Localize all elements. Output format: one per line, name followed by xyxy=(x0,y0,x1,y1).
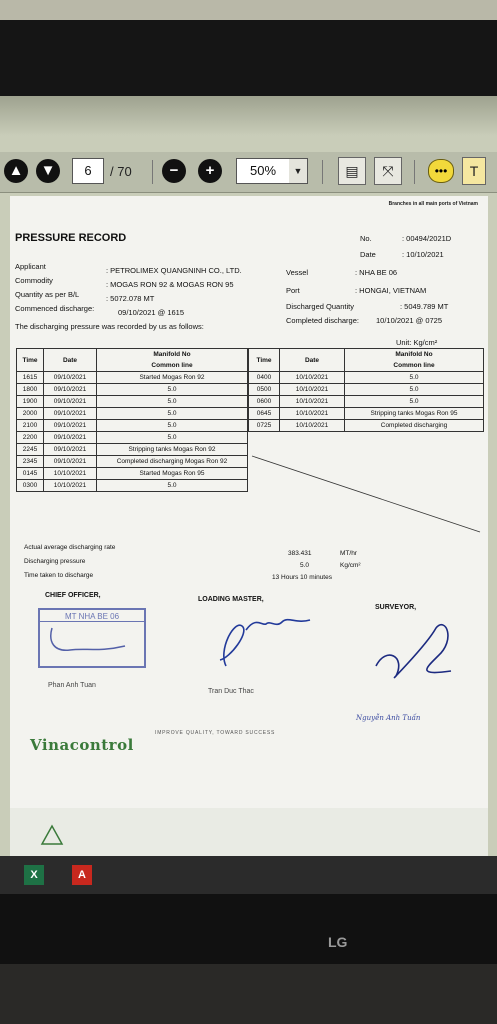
quantity-label: Quantity as per B/L xyxy=(15,290,80,299)
pdf-toolbar xyxy=(0,152,497,193)
background-wall xyxy=(0,0,497,20)
cell-val: 5.0 xyxy=(345,396,484,408)
cell-val: 5.0 xyxy=(97,480,248,492)
cell-time: 1900 xyxy=(17,396,44,408)
cell-time: 0145 xyxy=(17,468,44,480)
col-manifold-header: Manifold No xyxy=(97,349,248,361)
table-row xyxy=(17,396,248,408)
arrow-up-icon: ▲ xyxy=(4,159,28,183)
surveyor-signature xyxy=(366,616,466,686)
fit-page-icon: ▤ xyxy=(338,157,366,185)
table-row xyxy=(17,444,248,456)
cell-time: 0600 xyxy=(249,396,280,408)
cell-date: 09/10/2021 xyxy=(44,372,97,384)
cell-date: 10/10/2021 xyxy=(280,384,345,396)
table-row xyxy=(249,396,484,408)
comment-icon: ••• xyxy=(428,159,454,183)
monitor-screen xyxy=(0,96,497,856)
cell-time: 0500 xyxy=(249,384,280,396)
strike-line xyxy=(252,456,480,532)
page-total-label: / 70 xyxy=(110,163,132,179)
cell-time: 0645 xyxy=(249,408,280,420)
monitor-brand-logo: LG xyxy=(328,934,348,950)
no-label: No. xyxy=(360,234,372,243)
col-common-header: Common line xyxy=(345,360,484,372)
surveyor-label: SURVEYOR, xyxy=(375,604,417,611)
table-row xyxy=(17,408,248,420)
pressure-unit: Kg/cm² xyxy=(340,562,361,569)
cell-date: 09/10/2021 xyxy=(44,456,97,468)
cell-date: 09/10/2021 xyxy=(44,396,97,408)
table-row xyxy=(17,420,248,432)
port-value: : HONGAI, VIETNAM xyxy=(355,286,427,295)
col-common-header: Common line xyxy=(97,360,248,372)
cell-time: 2000 xyxy=(17,408,44,420)
table-row xyxy=(17,384,248,396)
arrow-down-icon: ▼ xyxy=(36,159,60,183)
discharged-label: Discharged Quantity xyxy=(286,302,354,311)
cell-val: Started Mogas Ron 95 xyxy=(97,468,248,480)
loading-master-signature xyxy=(206,610,316,670)
blank-area-strike xyxy=(248,454,484,534)
cell-date: 10/10/2021 xyxy=(280,396,345,408)
page-footer xyxy=(10,808,488,856)
vinacontrol-logo-icon xyxy=(40,824,64,846)
vinacontrol-brand: Vinacontrol xyxy=(30,736,134,754)
time-taken-value: 13 Hours 10 minutes xyxy=(272,574,332,581)
avg-rate-value: 383.431 xyxy=(288,550,312,557)
cell-val: Stripping tanks Mogas Ron 92 xyxy=(97,444,248,456)
branches-note: Branches in all main ports of Vietnam xyxy=(388,201,478,207)
cell-time: 2200 xyxy=(17,432,44,444)
no-value: : 00494/2021D xyxy=(402,234,452,243)
pdf-taskbar-icon[interactable]: A xyxy=(72,865,92,885)
fit-width-button[interactable] xyxy=(374,158,402,184)
excel-taskbar-icon[interactable]: X xyxy=(24,865,44,885)
document-title: PRESSURE RECORD xyxy=(15,232,127,244)
stamp-text: MT NHA BE 06 xyxy=(40,612,144,622)
cell-date: 09/10/2021 xyxy=(44,408,97,420)
loading-master-label: LOADING MASTER, xyxy=(198,596,264,603)
commodity-label: Commodity xyxy=(15,276,53,285)
table-row xyxy=(249,384,484,396)
fit-page-button[interactable] xyxy=(338,158,366,184)
zoom-out-button[interactable] xyxy=(162,158,186,184)
toolbar-separator xyxy=(152,160,153,184)
avg-rate-unit: MT/hr xyxy=(340,550,357,557)
applicant-value: : PETROLIMEX QUANGNINH CO., LTD. xyxy=(106,266,242,275)
typewriter-button[interactable] xyxy=(462,158,486,184)
date-label: Date xyxy=(360,250,376,259)
cell-val: Completed discharging Mogas Ron 92 xyxy=(97,456,248,468)
surveyor-name: Nguyễn Anh Tuấn xyxy=(356,714,421,722)
chief-officer-name: Phan Anh Tuan xyxy=(48,682,96,689)
table-row xyxy=(249,408,484,420)
toolbar-separator xyxy=(414,160,415,184)
cell-date: 09/10/2021 xyxy=(44,444,97,456)
zoom-dropdown-button[interactable] xyxy=(289,158,308,184)
monitor-bezel-top xyxy=(0,20,497,100)
vessel-stamp xyxy=(38,608,146,668)
plus-icon: + xyxy=(198,159,222,183)
pressure-table-left xyxy=(16,348,248,492)
table-row xyxy=(17,372,248,384)
chevron-down-icon: ▼ xyxy=(289,158,308,184)
table-row xyxy=(17,480,248,492)
vessel-value: : NHA BE 06 xyxy=(355,268,398,277)
typewriter-icon: T xyxy=(462,157,486,185)
windows-taskbar xyxy=(0,856,497,894)
cell-date: 10/10/2021 xyxy=(44,468,97,480)
desk-surface xyxy=(0,964,497,1024)
pressure-value: 5.0 xyxy=(300,562,310,569)
table-row xyxy=(17,456,248,468)
cell-date: 09/10/2021 xyxy=(44,432,97,444)
cell-date: 10/10/2021 xyxy=(44,480,97,492)
vessel-label: Vessel xyxy=(286,268,309,277)
cell-val: Completed discharging xyxy=(345,420,484,432)
comment-button[interactable] xyxy=(428,158,454,184)
date-value: : 10/10/2021 xyxy=(402,250,444,259)
table-row xyxy=(249,420,484,432)
fit-width-icon: ⤧ xyxy=(374,157,402,185)
previous-page-button[interactable] xyxy=(4,158,28,184)
minus-icon: − xyxy=(162,159,186,183)
pressure-label: Discharging pressure xyxy=(24,558,86,565)
table-row xyxy=(17,432,248,444)
discharged-value: : 5049.789 MT xyxy=(400,302,449,311)
cell-time: 0400 xyxy=(249,372,280,384)
loading-master-name: Tran Duc Thac xyxy=(208,688,254,695)
cell-val: 5.0 xyxy=(97,420,248,432)
col-manifold-header: Manifold No xyxy=(345,349,484,361)
port-label: Port xyxy=(286,286,300,295)
monitor-bezel-bottom xyxy=(0,894,497,964)
chief-officer-label: CHIEF OFFICER, xyxy=(45,592,101,599)
slogan: IMPROVE QUALITY, TOWARD SUCCESS xyxy=(155,730,276,736)
cell-time: 2245 xyxy=(17,444,44,456)
unit-label: Unit: Kg/cm² xyxy=(396,338,438,347)
quantity-value: : 5072.078 MT xyxy=(106,294,155,303)
cell-time: 2100 xyxy=(17,420,44,432)
cell-date: 09/10/2021 xyxy=(44,384,97,396)
applicant-label: Applicant xyxy=(15,262,46,271)
cell-date: 10/10/2021 xyxy=(280,420,345,432)
cell-val: Started Mogas Ron 92 xyxy=(97,372,248,384)
col-date-header: Date xyxy=(280,349,345,372)
table-row xyxy=(17,468,248,480)
avg-rate-label: Actual average discharging rate xyxy=(24,544,116,551)
commodity-value: : MOGAS RON 92 & MOGAS RON 95 xyxy=(106,280,234,289)
completed-value: 10/10/2021 @ 0725 xyxy=(376,316,443,325)
commenced-value: 09/10/2021 @ 1615 xyxy=(118,308,185,317)
cell-time: 1800 xyxy=(17,384,44,396)
col-date-header: Date xyxy=(44,349,97,372)
time-taken-label: Time taken to discharge xyxy=(24,572,94,579)
cell-val: 5.0 xyxy=(345,384,484,396)
table-row xyxy=(249,372,484,384)
screen-glare xyxy=(0,96,497,136)
zoom-level-input[interactable]: 50% xyxy=(236,158,290,184)
cell-date: 09/10/2021 xyxy=(44,420,97,432)
zoom-in-button[interactable] xyxy=(198,158,222,184)
next-page-button[interactable] xyxy=(36,158,60,184)
cell-val: 5.0 xyxy=(345,372,484,384)
cell-val: 5.0 xyxy=(97,408,248,420)
toolbar-separator xyxy=(322,160,323,184)
page-number-input[interactable]: 6 xyxy=(72,158,104,184)
cell-val: 5.0 xyxy=(97,396,248,408)
commenced-label: Commenced discharge: xyxy=(15,304,95,313)
cell-date: 10/10/2021 xyxy=(280,408,345,420)
cell-time: 0300 xyxy=(17,480,44,492)
cell-date: 10/10/2021 xyxy=(280,372,345,384)
chief-signature xyxy=(40,622,140,660)
cell-val: Stripping tanks Mogas Ron 95 xyxy=(345,408,484,420)
cell-val: 5.0 xyxy=(97,432,248,444)
recorded-intro: The discharging pressure was recorded by us as follows: xyxy=(15,322,204,331)
cell-time: 2345 xyxy=(17,456,44,468)
col-time-header: Time xyxy=(249,349,280,372)
cell-time: 1615 xyxy=(17,372,44,384)
completed-label: Completed discharge: xyxy=(286,316,359,325)
col-time-header: Time xyxy=(17,349,44,372)
cell-val: 5.0 xyxy=(97,384,248,396)
pressure-table-right xyxy=(248,348,484,432)
cell-time: 0725 xyxy=(249,420,280,432)
